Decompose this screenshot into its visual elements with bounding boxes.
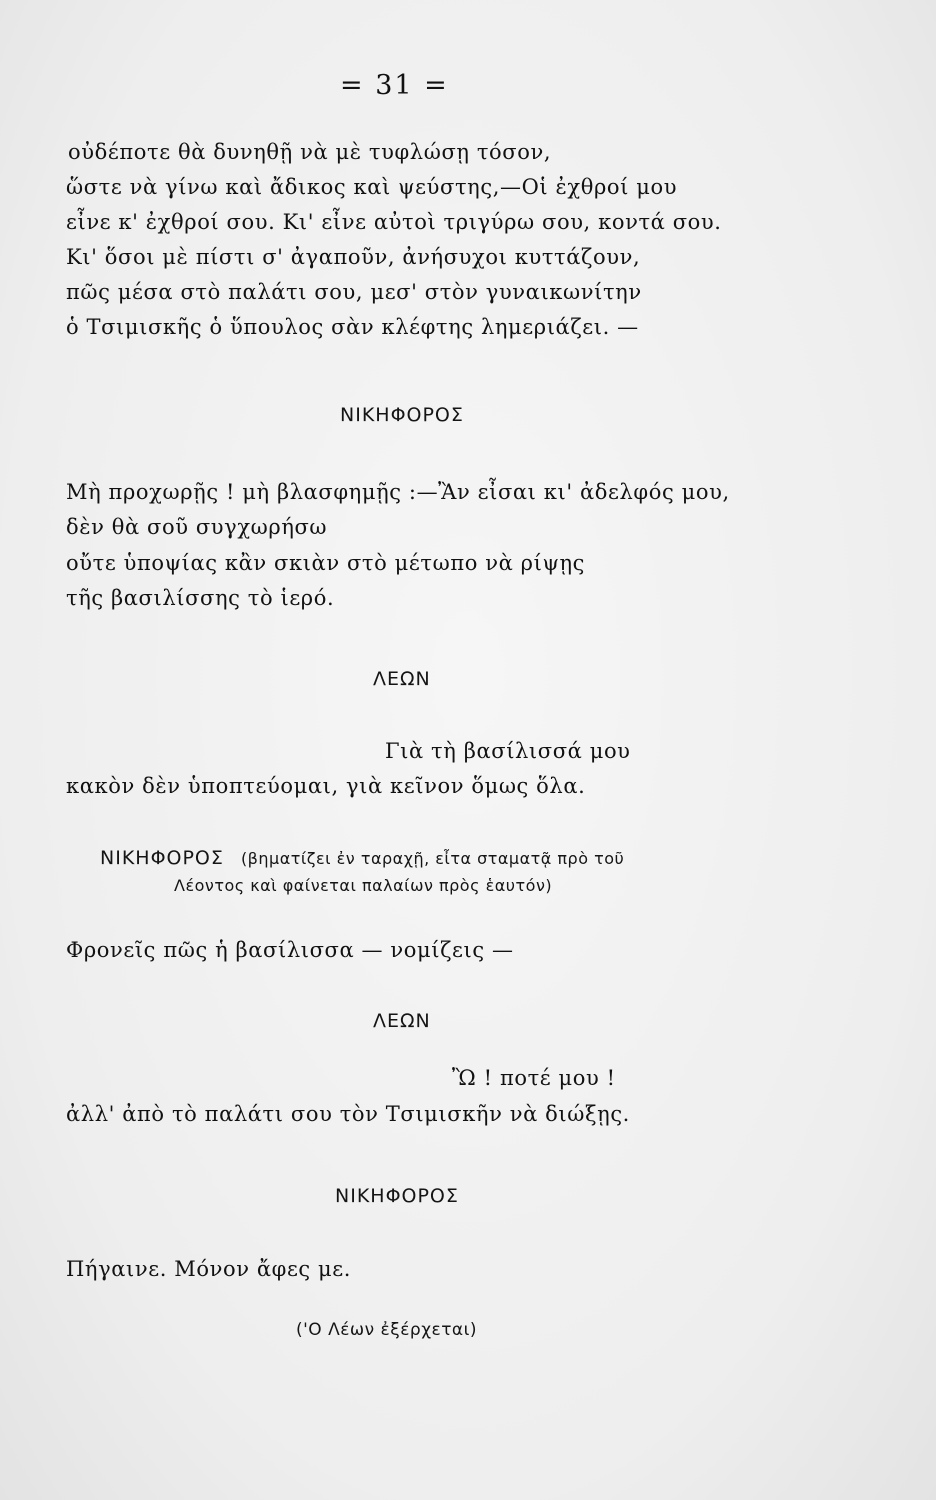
verse-line: Πήγαινε. Μόνον ἄφες με. — [66, 1257, 352, 1281]
verse-line: οὐδέποτε θὰ δυνηθῇ νὰ μὲ τυφλώσῃ τόσον, — [68, 140, 552, 164]
stage-direction: (βηματίζει ἐν ταραχῇ, εἶτα σταματᾷ πρὸ τοῦ — [240, 849, 625, 868]
speaker-name: ΝΙΚΗΦΟΡΟΣ — [340, 404, 464, 426]
verse-line: οὔτε ὑποψίας κἂν σκιὰν στὸ μέτωπο νὰ ρίψῃς — [66, 551, 586, 575]
verse-line: Φρονεῖς πῶς ἡ βασίλισσα — νομίζεις — — [66, 938, 514, 962]
verse-line: εἶνε κ' ἐχθροί σου. Κι' εἶνε αὐτοὶ τριγύρω σου, κοντά σου. — [66, 210, 722, 234]
speaker-name: ΝΙΚΗΦΟΡΟΣ — [335, 1185, 459, 1207]
verse-line: ὁ Τσιμισκῆς ὁ ὕπουλος σὰν κλέφτης λημεριάζει. — — [66, 315, 639, 339]
verse-line: δὲν θὰ σοῦ συγχωρήσω — [66, 515, 328, 539]
speaker-name: ΛΕΩΝ — [373, 668, 431, 690]
verse-line: Γιὰ τὴ βασίλισσά μου — [385, 739, 631, 763]
speaker-name: ΝΙΚΗΦΟΡΟΣ — [100, 847, 224, 869]
verse-line: τῆς βασιλίσσης τὸ ἱερό. — [66, 586, 335, 610]
verse-line: Κι' ὅσοι μὲ πίστι σ' ἀγαποῦν, ἀνήσυχοι κυττάζουν, — [66, 245, 641, 269]
verse-line: Μὴ προχωρῇς ! μὴ βλασφημῇς :—Ἂν εἶσαι κι' ἀδελφός μου, — [66, 480, 730, 504]
verse-line: κακὸν δὲν ὑποπτεύομαι, γιὰ κεῖνον ὅμως ὅλα. — [66, 774, 586, 798]
page-number: = 31 = — [340, 70, 449, 101]
verse-line: ἀλλ' ἀπὸ τὸ παλάτι σου τὸν Τσιμισκῆν νὰ διώξῃς. — [66, 1102, 630, 1126]
verse-line: Ὢ ! ποτέ μου ! — [452, 1066, 616, 1090]
verse-line: πῶς μέσα στὸ παλάτι σου, μεσ' στὸν γυναικωνίτην — [66, 280, 642, 304]
stage-direction: Λέοντος καὶ φαίνεται παλαίων πρὸς ἑαυτόν) — [174, 876, 553, 895]
speaker-with-direction — [100, 847, 624, 869]
speaker-name: ΛΕΩΝ — [373, 1010, 431, 1032]
stage-direction: ('Ο Λέων ἐξέρχεται) — [296, 1320, 478, 1340]
verse-line: ὥστε νὰ γίνω καὶ ἄδικος καὶ ψεύστης,—Οἱ ἐχθροί μου — [66, 175, 678, 199]
